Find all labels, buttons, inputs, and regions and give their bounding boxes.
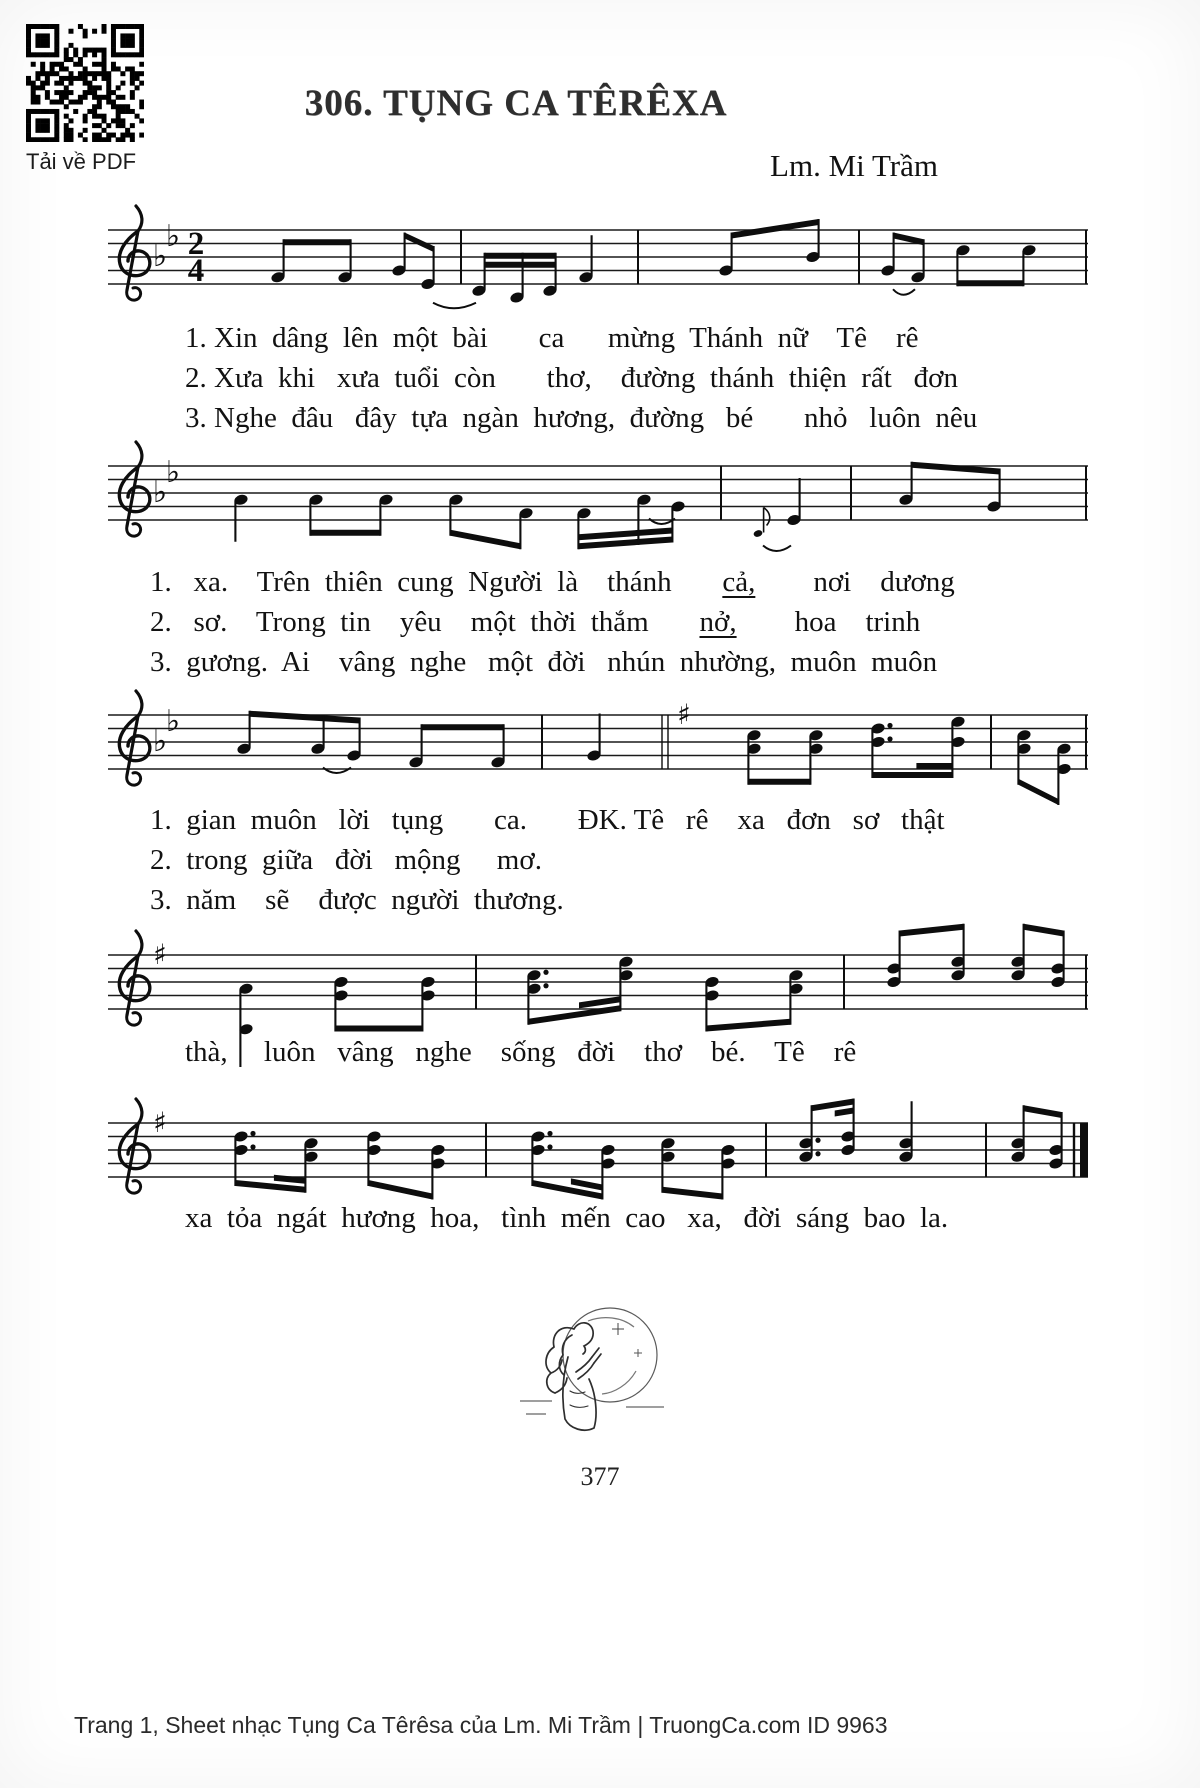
lyrics-verse-line: 1. Xin dâng lên một bài ca mừng Thánh nữ Tê rê	[185, 322, 919, 354]
svg-text:2: 2	[187, 226, 205, 262]
svg-text:4: 4	[187, 253, 205, 289]
saint-therese-engraving	[518, 1293, 668, 1458]
svg-text:♯: ♯	[153, 1106, 167, 1139]
svg-text:♭: ♭	[152, 239, 168, 274]
page-number: 377	[580, 1462, 620, 1491]
footer-text: Trang 1, Sheet nhạc Tụng Ca Têrêsa của Lm. Mi Trầm | TruongCa.com ID 9963	[74, 1712, 888, 1738]
staff-2	[106, 428, 1096, 578]
lyrics-verse-line: 2. sơ. Trong tin yêu một thời thắm nở, hoa trinh	[150, 606, 921, 638]
qr-caption: Tải về PDF	[26, 149, 137, 174]
svg-text:♯: ♯	[677, 698, 691, 731]
svg-text:♭: ♭	[165, 454, 181, 490]
lyrics-chorus-line: xa tỏa ngát hương hoa, tình mến cao xa, đời sáng bao la.	[185, 1202, 949, 1234]
lyrics-verse-line: 2. trong giữa đời mộng mơ.	[150, 844, 542, 876]
svg-text:♭: ♭	[152, 475, 168, 510]
lyrics-verse-line: 2. Xưa khi xưa tuổi còn thơ, đường thánh thiện rất đơn	[185, 362, 958, 394]
svg-text:♭: ♭	[165, 703, 181, 739]
composer-name: Lm. Mi Trầm	[770, 148, 938, 183]
lyrics-verse-line: 3. gương. Ai vâng nghe một đời nhún nhường, muôn muôn	[150, 646, 938, 678]
lyrics-verse-line: 3. Nghe đâu đây tựa ngàn hương, đường bé nhỏ luôn nêu	[185, 402, 978, 434]
svg-text:♯: ♯	[153, 938, 167, 971]
svg-text:♭: ♭	[165, 218, 181, 254]
lyrics-verse-line: 1. xa. Trên thiên cung Người là thánh cả, nơi dương	[150, 566, 955, 598]
lyrics-chorus-line: thà, luôn vâng nghe sống đời thơ bé. Tê rê	[185, 1036, 857, 1068]
lyrics-verse-line: 1. gian muôn lời tụng ca. ĐK. Tê rê xa đơn sơ thật	[150, 804, 945, 836]
page-title: 306. TỤNG CA TÊRÊXA	[304, 83, 728, 124]
svg-text:♭: ♭	[152, 724, 168, 759]
lyrics-verse-line: 3. năm sẽ được người thương.	[150, 884, 564, 916]
